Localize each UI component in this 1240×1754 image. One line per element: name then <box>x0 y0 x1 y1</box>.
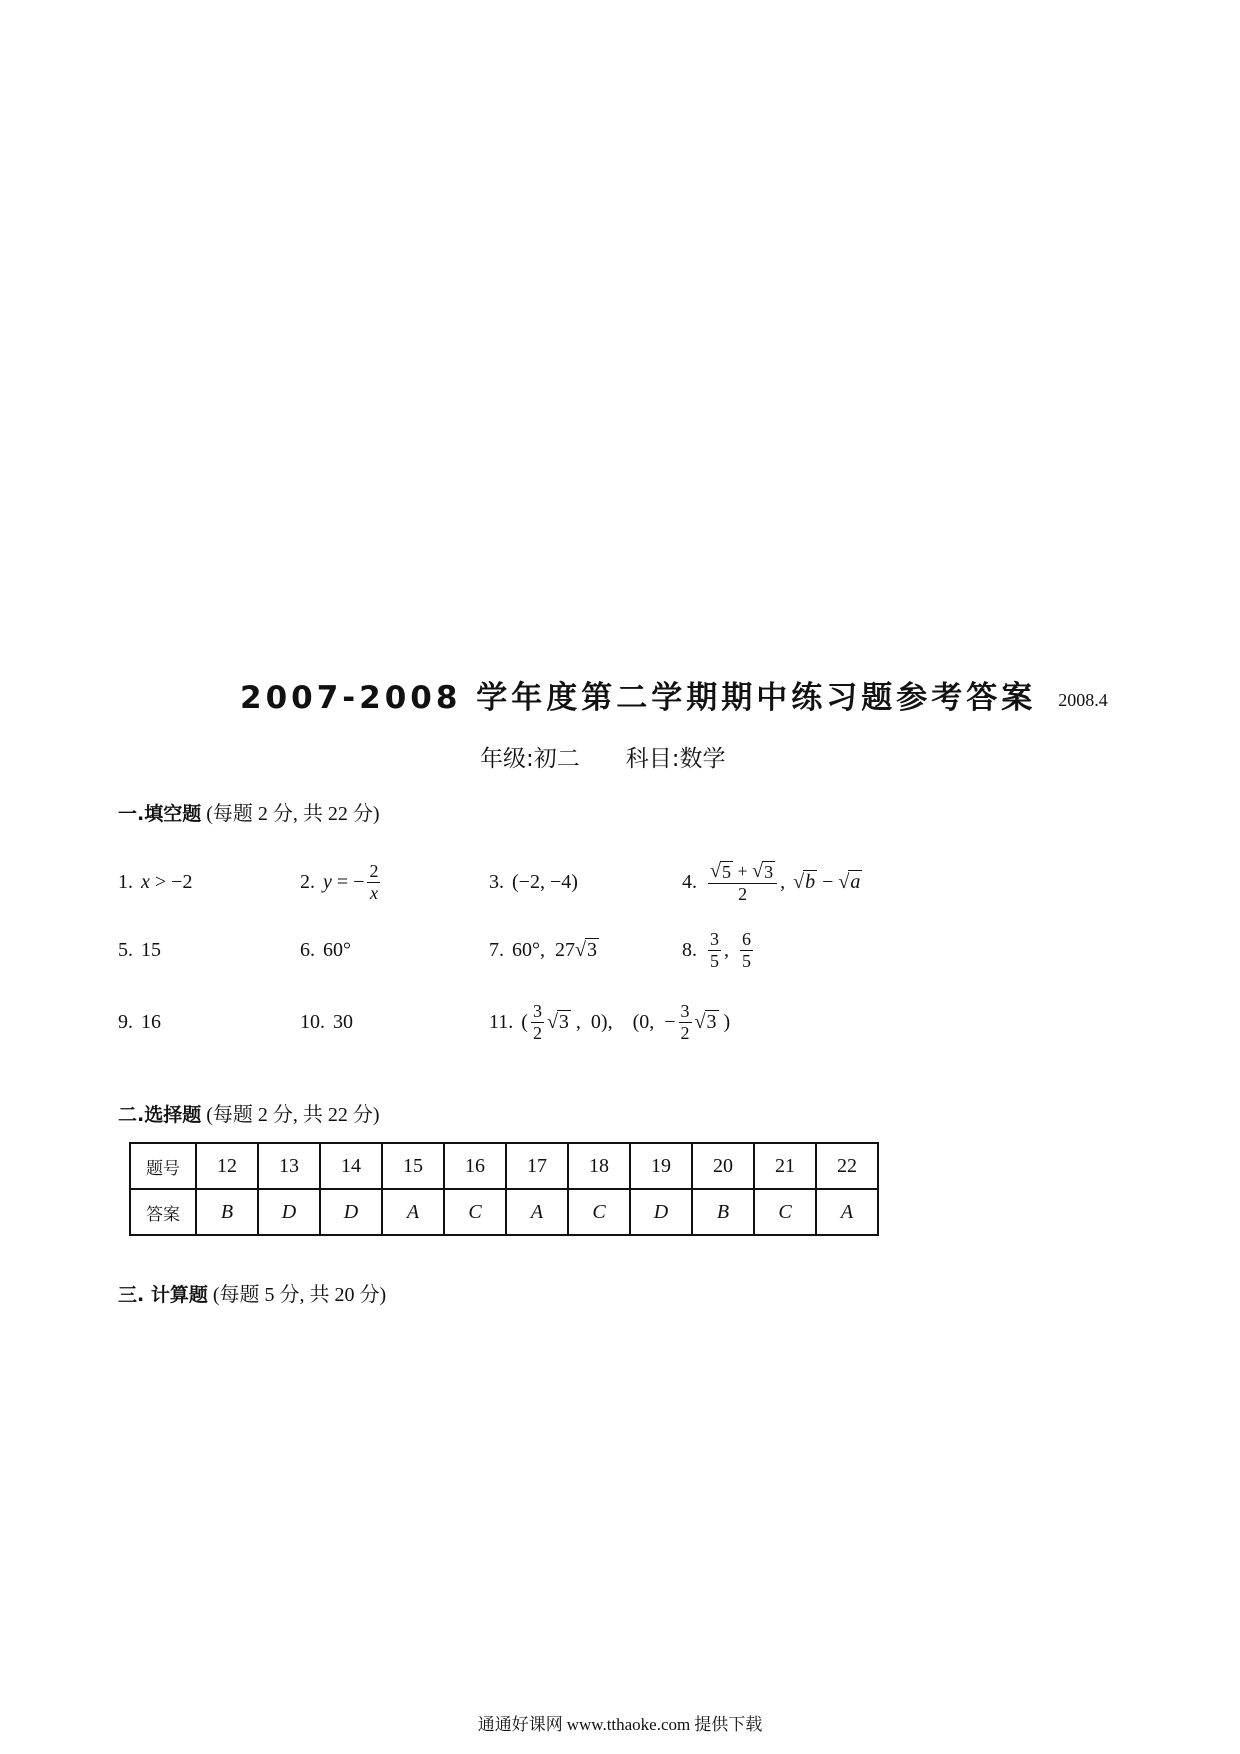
grade-label: 年级:初二 <box>480 746 580 772</box>
table-row-numbers <box>130 1143 878 1189</box>
answer-text: 15 <box>141 938 161 961</box>
radicand: 3 <box>558 1011 569 1033</box>
table-cell: C <box>754 1189 816 1235</box>
radicand: b <box>805 871 816 893</box>
answer-text: 30 <box>333 1010 353 1033</box>
table-cell: 22 <box>816 1143 878 1189</box>
table-cell: 12 <box>196 1143 258 1189</box>
answer-text: 16 <box>141 1010 161 1033</box>
section-fill-in-heading <box>118 797 380 826</box>
answer-var: y <box>323 870 332 893</box>
numerator: 3 <box>532 1000 542 1021</box>
numerator: 3 <box>680 1000 690 1021</box>
answer-number: 8. <box>682 938 697 961</box>
answer-3 <box>489 852 578 912</box>
answer-number: 2. <box>300 870 315 893</box>
numerator: 6 <box>742 928 751 949</box>
radicand: 3 <box>764 861 774 882</box>
open-paren: ( <box>521 1010 528 1033</box>
denominator: 5 <box>742 950 751 971</box>
sqrt-icon: √ b <box>793 871 816 893</box>
page-title <box>240 672 1108 717</box>
answer-number: 9. <box>118 1010 133 1033</box>
answer-6 <box>300 920 351 980</box>
footer-url: www.tthaoke.com <box>566 1715 691 1734</box>
table-cell: D <box>258 1189 320 1235</box>
table-cell: 21 <box>754 1143 816 1189</box>
answer-4 <box>682 852 862 912</box>
section-calc-heading <box>118 1278 386 1307</box>
section-note: (每题 2 分, 共 22 分) <box>206 803 380 825</box>
answer-number: 7. <box>489 938 504 961</box>
denominator: 5 <box>710 950 719 971</box>
numerator: 2 <box>369 860 379 881</box>
answer-2 <box>300 852 383 912</box>
answer-number: 1. <box>118 870 133 893</box>
table-cell: B <box>196 1189 258 1235</box>
sqrt-icon: √ 3 <box>694 1011 717 1033</box>
fraction <box>367 861 380 903</box>
fraction <box>740 929 753 971</box>
minus-sign: − <box>817 870 839 893</box>
table-cell: A <box>382 1189 444 1235</box>
table-cell: 17 <box>506 1143 568 1189</box>
radicand: 3 <box>706 1011 717 1033</box>
sqrt-icon: √ 3 <box>575 939 597 961</box>
table-cell: C <box>444 1189 506 1235</box>
answer-text: = − <box>331 870 365 893</box>
section-title: 三. 计算题 <box>118 1284 208 1306</box>
answer-7 <box>489 920 599 980</box>
title-date: 2008.4 <box>1058 690 1108 710</box>
table-cell: 14 <box>320 1143 382 1189</box>
answer-text: 60° <box>323 938 351 961</box>
section-note: (每题 2 分, 共 22 分) <box>206 1104 380 1126</box>
section-choice-heading <box>118 1098 380 1127</box>
table-cell: B <box>692 1189 754 1235</box>
page-footer <box>0 1710 1240 1735</box>
radicand: 3 <box>586 939 597 961</box>
table-cell: 18 <box>568 1143 630 1189</box>
section-title: 二.选择题 <box>118 1104 202 1126</box>
fraction <box>531 1001 544 1043</box>
answer-number: 4. <box>682 870 697 893</box>
answer-10 <box>300 992 353 1052</box>
answer-8 <box>682 920 756 980</box>
table-cell: D <box>320 1189 382 1235</box>
table-cell: C <box>568 1189 630 1235</box>
answer-number: 10. <box>300 1010 325 1033</box>
table-cell: 15 <box>382 1143 444 1189</box>
grade-subject-line <box>480 740 726 773</box>
answer-5 <box>118 920 161 980</box>
choice-answer-table <box>129 1142 879 1236</box>
answer-var: x <box>141 870 150 893</box>
table-row-answers <box>130 1189 878 1235</box>
table-cell: A <box>506 1189 568 1235</box>
radicand: 5 <box>721 861 731 882</box>
answer-text: (−2, −4) <box>512 870 578 893</box>
answer-11 <box>489 992 730 1052</box>
answer-number: 3. <box>489 870 504 893</box>
close-paren: ) <box>718 1010 731 1033</box>
denominator: x <box>369 882 378 903</box>
sqrt-icon: √ 3 <box>546 1011 569 1033</box>
answer-number: 11. <box>489 1010 514 1033</box>
section-title: 一.填空题 <box>118 803 202 825</box>
denominator: 2 <box>532 1022 542 1043</box>
fraction <box>708 860 777 905</box>
subject-label: 科目:数学 <box>625 746 726 772</box>
table-cell: 19 <box>630 1143 692 1189</box>
separator: , <box>724 938 729 961</box>
answer-number: 5. <box>118 938 133 961</box>
title-text: 2007-2008 学年度第二学期期中练习题参考答案 <box>240 680 1037 716</box>
denominator: 2 <box>680 1022 690 1043</box>
sqrt-icon: √ 5 <box>710 859 731 882</box>
separator: , <box>780 870 786 893</box>
table-cell: D <box>630 1189 692 1235</box>
numerator <box>708 860 777 884</box>
fraction <box>708 929 721 971</box>
plus-sign: + <box>732 860 753 881</box>
table-cell: A <box>816 1189 878 1235</box>
table-cell: 16 <box>444 1143 506 1189</box>
section-note: (每题 5 分, 共 20 分) <box>212 1284 387 1306</box>
footer-suffix: 提供下载 <box>694 1715 763 1735</box>
table-header-cell: 题号 <box>130 1143 196 1189</box>
fraction <box>679 1001 692 1043</box>
answer-number: 6. <box>300 938 315 961</box>
numerator: 3 <box>710 928 719 949</box>
table-cell: 20 <box>692 1143 754 1189</box>
denominator: 2 <box>738 883 748 904</box>
table-cell: 13 <box>258 1143 320 1189</box>
answer-text: , 0), (0, − <box>570 1010 676 1033</box>
sqrt-icon: √ 3 <box>752 859 774 882</box>
answer-text: > −2 <box>149 870 193 893</box>
radicand: a <box>850 871 861 893</box>
sqrt-icon: √ a <box>838 871 861 893</box>
answer-1 <box>118 852 192 912</box>
table-header-cell: 答案 <box>130 1189 196 1235</box>
footer-prefix: 通通好课网 <box>477 1715 563 1735</box>
answer-9 <box>118 992 161 1052</box>
answer-text: 60°, 27 <box>512 938 575 961</box>
